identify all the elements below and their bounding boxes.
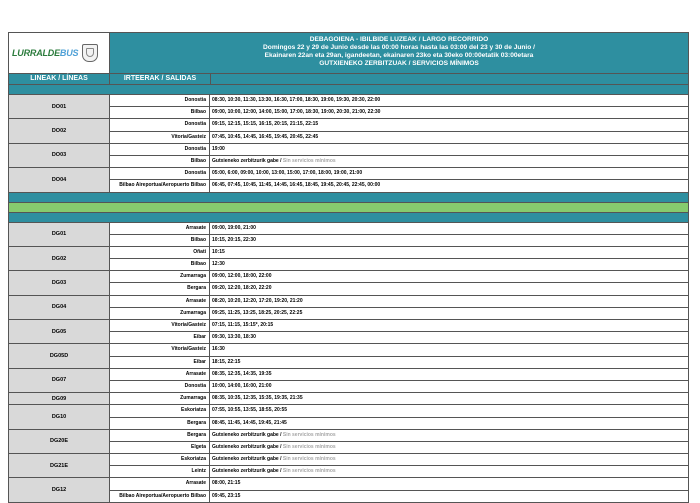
destination-cell: Donostia <box>110 168 210 179</box>
line-group <box>8 118 689 142</box>
line-group <box>8 477 689 501</box>
departure-times-cell: 08:30, 10:30, 11:30, 13:30, 16:30, 17:00, 18:30, 19:00, 19:30, 20:30, 22:00 <box>212 97 381 103</box>
departure-times-cell: 10:00, 14:00, 16:00, 21:00 <box>212 382 272 389</box>
line-group <box>8 368 689 392</box>
sheet-header <box>8 32 689 73</box>
line-group <box>8 222 689 246</box>
line-rows <box>110 405 688 428</box>
line-group <box>8 429 689 453</box>
destination-cell: Eskoriatza <box>110 405 210 416</box>
no-service-es: Sin servicios mínimos <box>282 456 336 463</box>
destination-cell: Vitoria/Gasteiz <box>110 344 210 355</box>
departure-times-cell: 08:35, 10:35, 12:35, 15:35, 19:35, 21:35 <box>212 395 303 402</box>
schedule-row <box>110 307 688 319</box>
destination-cell: Eskoriatza <box>110 454 210 465</box>
destination-cell: Arrasate <box>110 296 210 307</box>
no-service-eu: Gutxieneko zerbitzurik gabe <box>212 157 279 164</box>
line-rows <box>110 454 688 477</box>
line-rows <box>110 320 688 343</box>
line-rows <box>110 344 688 367</box>
destination-cell: Donostia <box>110 119 210 130</box>
schedule-row <box>110 296 688 307</box>
departure-times-cell: 08:20, 10:20, 12:20, 17:20, 19:20, 21:20 <box>212 297 303 304</box>
schedule-row <box>110 131 688 143</box>
departure-times-cell: 16:30 <box>212 346 225 353</box>
departure-times-cell: 06:45, 07:45, 10:45, 11:45, 14:45, 16:45, 18:45, 19:45, 20:45, 22:45, 00:00 <box>212 182 381 189</box>
schedule-row <box>110 168 688 179</box>
line-code: DO01 <box>9 95 110 118</box>
line-code: DG07 <box>9 369 110 392</box>
departure-times-cell: 10:15 <box>212 248 225 255</box>
line-rows <box>110 478 688 501</box>
schedule-row <box>110 405 688 416</box>
destination-cell: Leintz <box>110 466 210 477</box>
line-code: DG09 <box>9 393 110 404</box>
destination-cell: Bilbao <box>110 259 210 270</box>
column-headers <box>8 73 689 84</box>
destination-cell: Zumarraga <box>110 271 210 282</box>
schedule-row <box>110 441 688 453</box>
destination-cell: Vitoria/Gasteiz <box>110 132 210 143</box>
schedule-row <box>110 144 688 155</box>
schedule-row <box>110 106 688 118</box>
line-code: DG04 <box>9 296 110 319</box>
departure-times-cell: 08:00, 21:15 <box>212 480 241 487</box>
schedule-row <box>110 465 688 477</box>
destination-cell: Bergara <box>110 430 210 441</box>
destination-cell: Zumarraga <box>110 308 210 319</box>
schedule-row <box>110 369 688 380</box>
departure-times-cell <box>210 442 688 453</box>
destination-cell: Zumarraga <box>110 393 210 404</box>
no-service-es: Sin servicios mínimos <box>282 468 336 475</box>
line-group <box>8 143 689 167</box>
schedule-row <box>110 331 688 343</box>
line-rows <box>110 271 688 294</box>
schedule-row <box>110 119 688 130</box>
line-group <box>8 319 689 343</box>
destination-cell: Arrasate <box>110 223 210 234</box>
separator-blue-3 <box>8 212 689 222</box>
destination-cell: Bergara <box>110 283 210 294</box>
line-code: DG05D <box>9 344 110 367</box>
line-code: DG01 <box>9 223 110 246</box>
line-group <box>8 270 689 294</box>
line-group <box>8 392 689 404</box>
schedule-row <box>110 344 688 355</box>
no-service-es: Sin servicios mínimos <box>282 443 336 450</box>
schedule-row <box>110 223 688 234</box>
schedule-row <box>110 258 688 270</box>
no-service-separator: / <box>278 456 283 463</box>
destination-cell: Elgeta <box>110 442 210 453</box>
destination-cell: Bilbao <box>110 107 210 118</box>
departure-times-cell: 07:45, 10:45, 14:45, 16:45, 19:45, 20:45, 22:45 <box>212 133 319 140</box>
line-group <box>8 343 689 367</box>
schedule-row <box>110 490 688 502</box>
line-rows <box>110 393 688 404</box>
departure-times-cell <box>210 430 688 441</box>
header-departures: IRTEERAK / SALIDAS <box>110 74 211 84</box>
no-service-eu: Gutxieneko zerbitzurik gabe <box>212 456 279 463</box>
lurraldebus-logo <box>9 33 110 73</box>
departure-times-cell <box>210 156 688 167</box>
header-times <box>211 74 688 84</box>
destination-cell: Eibar <box>110 357 210 368</box>
title-line-1: DEBAGOIENA - IBILBIDE LUZEAK / LARGO RECORRIDO <box>309 36 489 43</box>
destination-cell: Eibar <box>110 332 210 343</box>
line-group <box>8 453 689 477</box>
departure-times-cell: 09:20, 12:20, 18:20, 22:20 <box>212 285 272 292</box>
separator-green <box>8 202 689 212</box>
gipuzkoa-seal-icon <box>82 44 98 62</box>
schedule-row <box>110 454 688 465</box>
destination-cell: Vitoria/Gasteiz <box>110 320 210 331</box>
destination-cell: Bilbao Aireportua/Aeropuerto Bilbao <box>110 491 210 502</box>
line-code: DO04 <box>9 168 110 191</box>
line-code: DO02 <box>9 119 110 142</box>
line-rows <box>110 168 688 191</box>
destination-cell: Arrasate <box>110 478 210 489</box>
title-line-2: Domingos 22 y 29 de Junio desde las 00:00 horas hasta las 03:00 del 23 y 30 de Junio / <box>263 44 535 51</box>
departure-times-cell <box>210 466 688 477</box>
departure-times-cell: 19:00 <box>212 145 225 152</box>
departure-times-cell: 09:45, 23:15 <box>212 492 241 499</box>
line-code: DG02 <box>9 247 110 270</box>
title-line-4: GUTXIENEKO ZERBITZUAK / SERVICIOS MÍNIMOS <box>319 60 479 67</box>
destination-cell: Bilbao <box>110 156 210 167</box>
line-rows <box>110 223 688 246</box>
departure-times-cell: 18:15, 22:15 <box>212 358 241 365</box>
schedule-row <box>110 234 688 246</box>
departure-times-cell: 07:15, 11:15, 15:15*, 20:15 <box>212 322 274 328</box>
line-rows <box>110 119 688 142</box>
line-code: DG03 <box>9 271 110 294</box>
line-rows <box>110 296 688 319</box>
line-rows <box>110 144 688 167</box>
schedule-row <box>110 247 688 258</box>
no-service-separator: / <box>278 431 283 438</box>
destination-cell: Donostia <box>110 144 210 155</box>
schedule-row <box>110 393 688 404</box>
schedule-row <box>110 282 688 294</box>
line-code: DG12 <box>9 478 110 501</box>
destination-cell: Donostia <box>110 381 210 392</box>
schedule-row <box>110 356 688 368</box>
no-service-es: Sin servicios mínimos <box>282 157 336 164</box>
line-rows <box>110 369 688 392</box>
schedule-row <box>110 179 688 191</box>
schedule-row <box>110 95 688 106</box>
departure-times-cell: 07:55, 10:55, 13:55, 18:55, 20:55 <box>212 407 288 414</box>
schedule-row <box>110 478 688 489</box>
schedule-row <box>110 430 688 441</box>
destination-cell: Bilbao <box>110 235 210 246</box>
no-service-separator: / <box>278 443 283 450</box>
no-service-separator: / <box>278 157 283 164</box>
separator-blue <box>8 84 689 94</box>
departure-times-cell: 09:30, 13:30, 18:30 <box>212 334 256 341</box>
line-code: DG21E <box>9 454 110 477</box>
departure-times-cell: 12:30 <box>212 261 225 268</box>
schedule-sheet <box>8 32 689 503</box>
separator-blue-2 <box>8 192 689 202</box>
line-group <box>8 94 689 118</box>
departure-times-cell: 09:25, 11:25, 13:25, 18:25, 20:25, 22:25 <box>212 309 303 316</box>
line-code: DG20E <box>9 430 110 453</box>
no-service-separator: / <box>278 468 283 475</box>
groups-debagoiena-dg <box>8 222 689 502</box>
no-service-eu: Gutxieneko zerbitzurik gabe <box>212 468 279 475</box>
departure-times-cell: 08:45, 11:45, 14:45, 19:45, 21:45 <box>212 419 287 426</box>
departure-times-cell <box>210 454 688 465</box>
schedule-title <box>110 33 688 73</box>
schedule-row <box>110 417 688 429</box>
no-service-es: Sin servicios mínimos <box>282 431 336 438</box>
header-lines: LINEAK / LÍNEAS <box>9 74 110 84</box>
line-code: DG05 <box>9 320 110 343</box>
no-service-eu: Gutxieneko zerbitzurik gabe <box>212 431 279 438</box>
schedule-row <box>110 320 688 331</box>
line-group <box>8 404 689 428</box>
departure-times-cell: 09:00, 10:00, 12:00, 14:00, 15:00, 17:00, 18:30, 19:00, 20:30, 21:00, 22:30 <box>212 109 381 116</box>
destination-cell: Bergara <box>110 418 210 429</box>
schedule-row <box>110 271 688 282</box>
line-rows <box>110 95 688 118</box>
destination-cell: Bilbao Aireportua/Aeropuerto Bilbao <box>110 180 210 191</box>
title-line-3: Ekainaren 22an eta 29an, igandeetan, ekainaren 23ko eta 30eko 00:00etatik 03:00etara <box>264 52 534 59</box>
schedule-row <box>110 155 688 167</box>
line-code: DG10 <box>9 405 110 428</box>
line-rows <box>110 430 688 453</box>
logo-wordmark: LURRALDEBUS <box>12 48 79 58</box>
departure-times-cell: 09:00, 12:00, 18:00, 22:00 <box>212 273 272 280</box>
groups-debagoiena-do <box>8 94 689 192</box>
departure-times-cell: 09:00, 19:00, 21:00 <box>212 224 256 231</box>
destination-cell: Donostia <box>110 95 210 106</box>
departure-times-cell: 10:15, 20:15, 22:30 <box>212 236 256 243</box>
line-group <box>8 295 689 319</box>
departure-times-cell: 08:35, 12:35, 14:35, 19:35 <box>212 370 272 377</box>
line-code: DO03 <box>9 144 110 167</box>
departure-times-cell: 09:15, 12:15, 15:15, 16:15, 20:15, 21:15, 22:15 <box>212 121 319 128</box>
line-group <box>8 167 689 191</box>
departure-times-cell: 05:00, 6:00, 09:00, 10:00, 13:00, 15:00, 17:00, 18:00, 19:00, 21:00 <box>212 170 363 177</box>
line-group <box>8 246 689 270</box>
destination-cell: Arrasate <box>110 369 210 380</box>
no-service-eu: Gutxieneko zerbitzurik gabe <box>212 443 279 450</box>
schedule-row <box>110 380 688 392</box>
line-rows <box>110 247 688 270</box>
destination-cell: Oñati <box>110 247 210 258</box>
